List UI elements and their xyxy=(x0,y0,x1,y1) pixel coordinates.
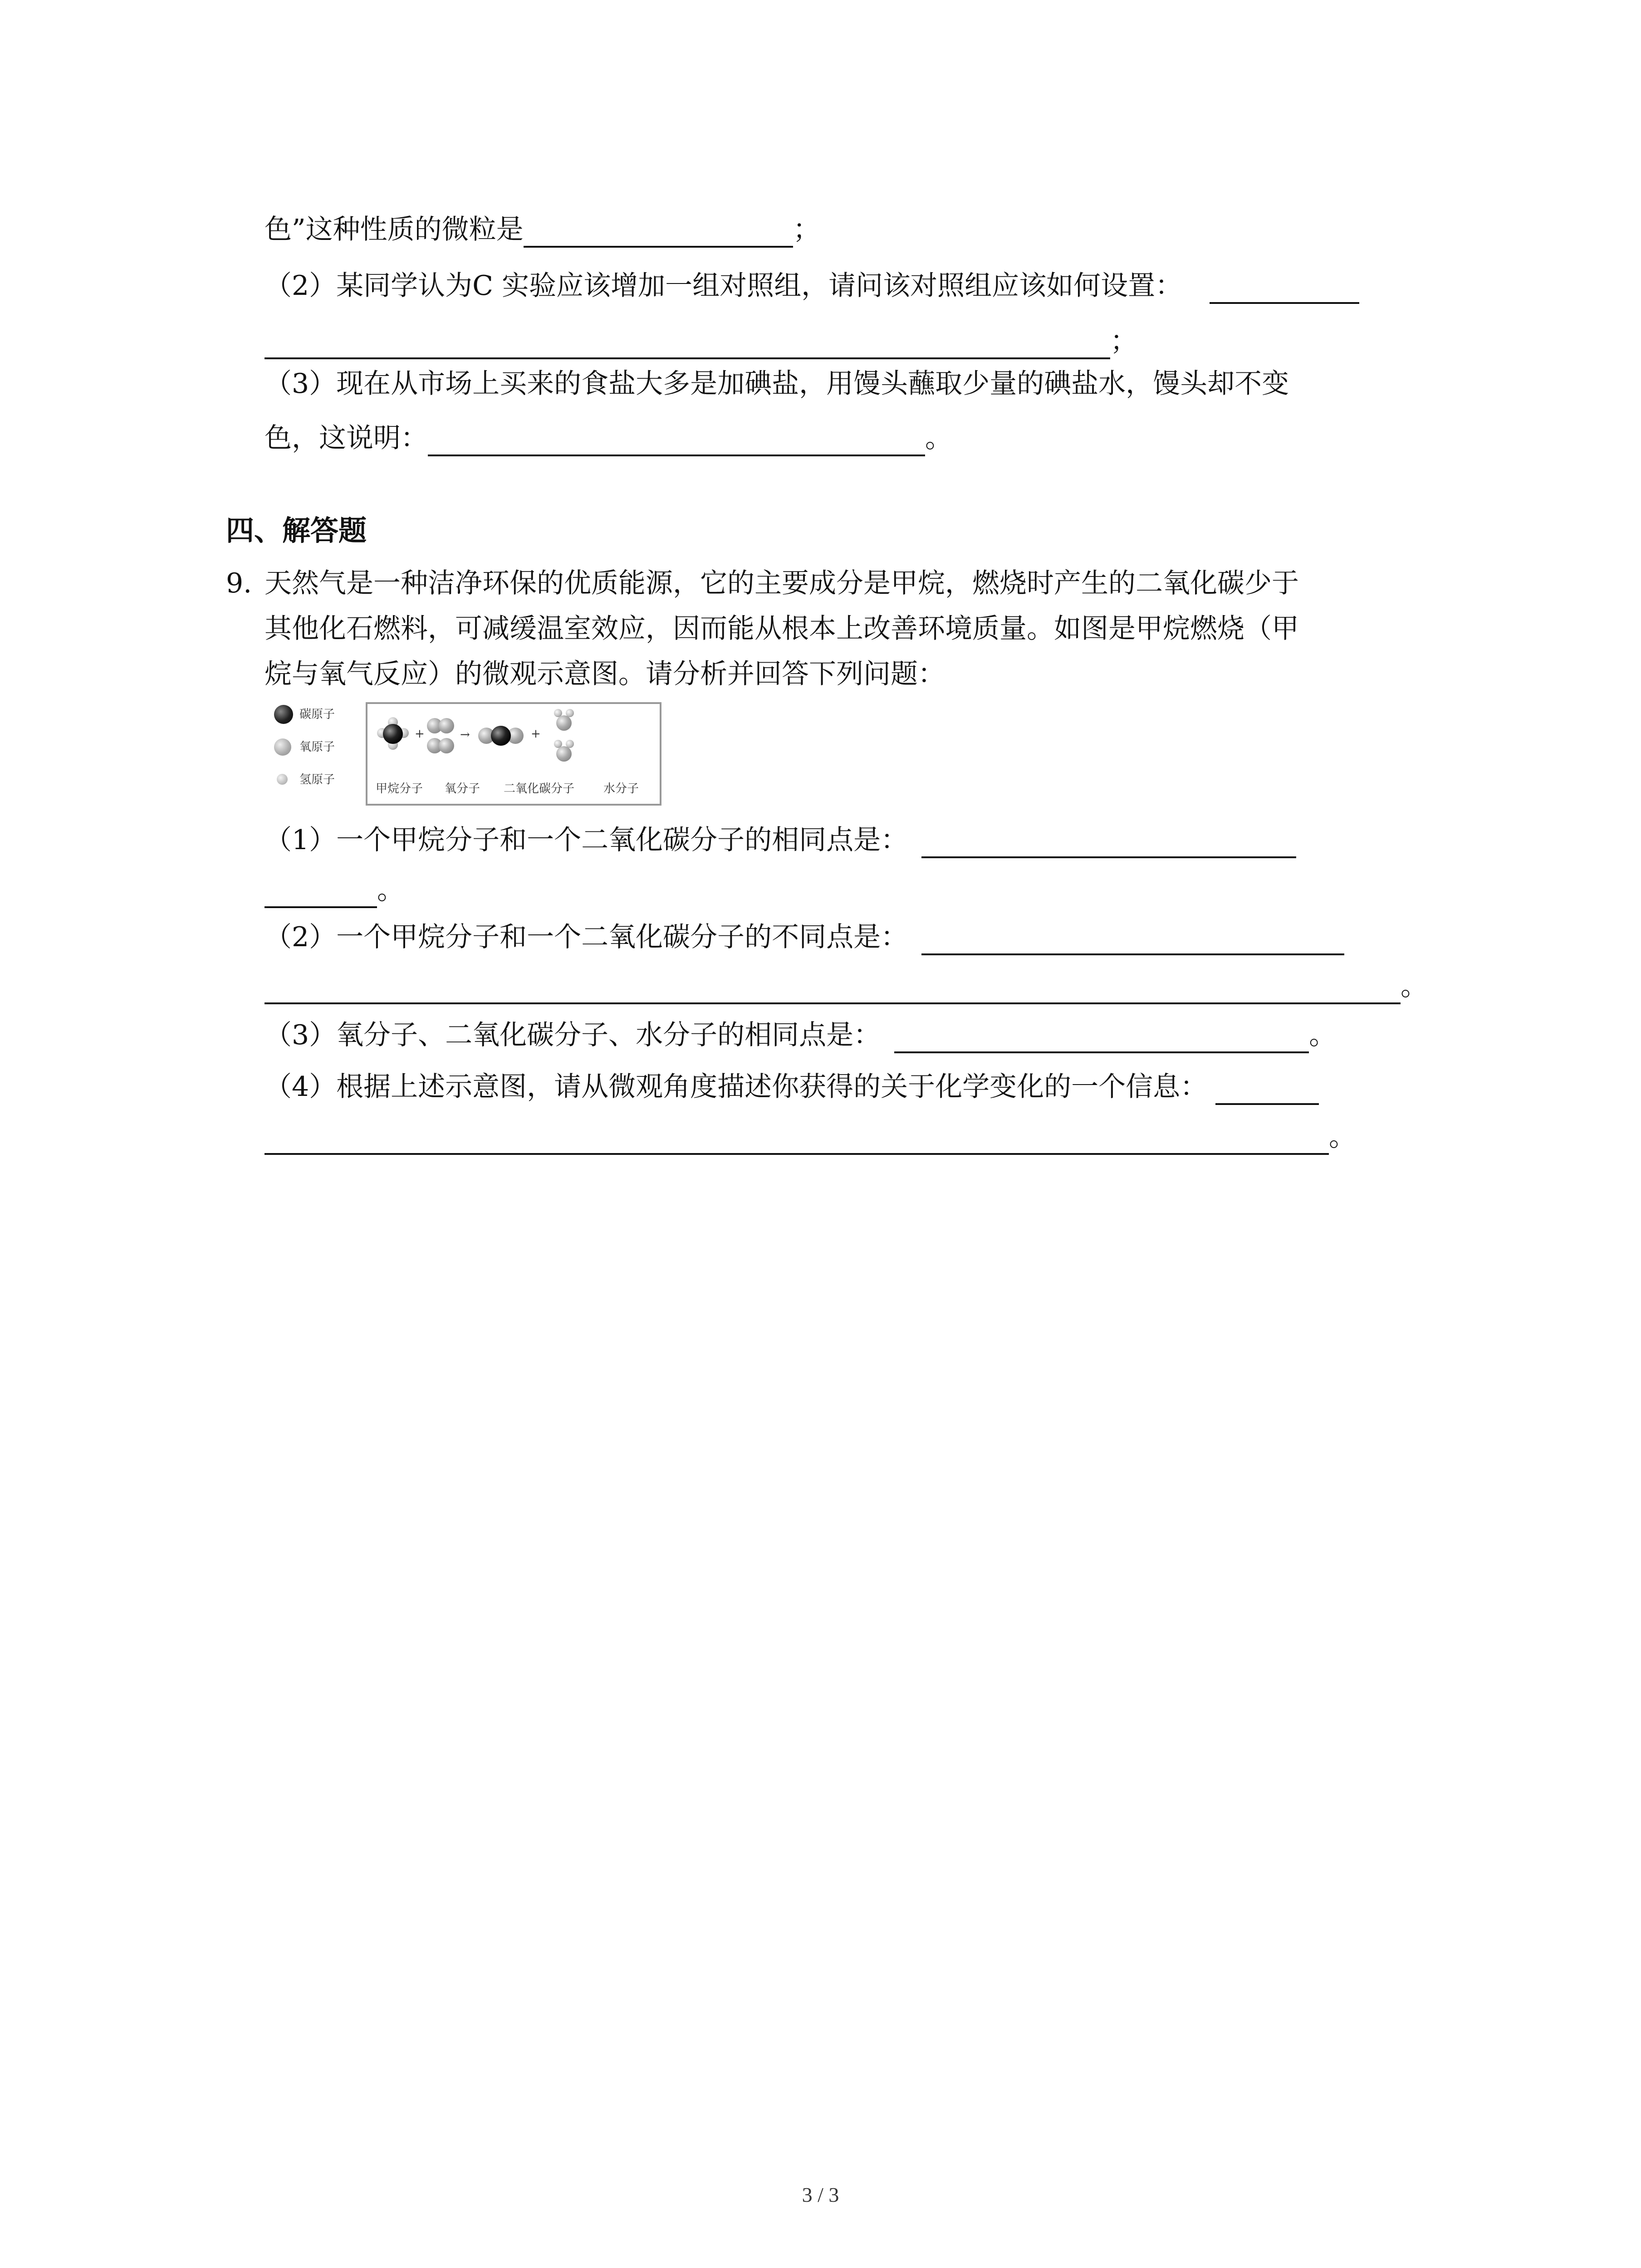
q9-sub3: （3）氧分子、二氧化碳分子、水分子的相同点是： 。 xyxy=(265,1017,1336,1053)
oxygen-atom-icon xyxy=(274,738,291,756)
carbon-atom-icon xyxy=(274,705,293,724)
q9-line2: 其他化石燃料，可减缓温室效应，因而能从根本上改善环境质量。如图是甲烷燃烧（甲 xyxy=(265,613,1299,645)
water-molecule-icon xyxy=(554,709,574,762)
legend-hydrogen: 氢原子 xyxy=(271,767,358,795)
answer-blank[interactable] xyxy=(921,827,1296,858)
page-number: 3 / 3 xyxy=(802,2183,839,2206)
q8-line1: 色”这种性质的微粒是 ； xyxy=(265,211,820,248)
answer-blank[interactable] xyxy=(265,1124,1329,1155)
arrow-icon: → xyxy=(460,728,470,742)
q8-part3-line2: 色，这说明： 。 xyxy=(265,420,952,456)
carbon-dioxide-molecule-icon xyxy=(478,726,524,746)
q9-sub2-cont: 。 xyxy=(265,968,1428,1004)
hydrogen-atom-icon xyxy=(277,774,288,785)
oxygen-molecule-icon xyxy=(427,718,454,753)
caption-oxygen: 氧分子 xyxy=(445,782,480,796)
answer-blank[interactable] xyxy=(428,425,925,456)
q9-line1: 天然气是一种洁净环保的优质能源，它的主要成分是甲烷，燃烧时产生的二氧化碳少于 xyxy=(265,567,1299,599)
q8-part2-cont: ； xyxy=(265,323,1137,359)
answer-blank[interactable] xyxy=(265,973,1401,1004)
answer-blank[interactable] xyxy=(921,924,1344,955)
atom-legend xyxy=(271,702,358,807)
q9-sub2: （2）一个甲烷分子和一个二氧化碳分子的不同点是： xyxy=(265,919,1344,955)
q9-number: 9. xyxy=(226,567,252,599)
reaction-diagram xyxy=(366,702,661,806)
q9-sub4: （4）根据上述示意图，请从微观角度描述你获得的关于化学变化的一个信息： xyxy=(265,1069,1319,1105)
q9-sub4-cont: 。 xyxy=(265,1119,1356,1155)
caption-carbon-dioxide: 二氧化碳分子 xyxy=(504,782,575,796)
plus-sign-2: + xyxy=(531,727,541,741)
caption-methane: 甲烷分子 xyxy=(376,782,423,796)
answer-blank[interactable] xyxy=(265,877,377,908)
plus-sign-1: + xyxy=(415,727,425,741)
answer-blank[interactable] xyxy=(524,217,793,248)
q9-sub1: （1）一个甲烷分子和一个二氧化碳分子的相同点是： xyxy=(265,822,1296,858)
q9-sub1-cont: 。 xyxy=(265,872,404,908)
q9-line3: 烷与氧气反应）的微观示意图。请分析并回答下列问题： xyxy=(265,658,945,690)
answer-blank[interactable] xyxy=(1210,273,1359,304)
answer-blank[interactable] xyxy=(265,328,1110,359)
section-title: 四、解答题 xyxy=(226,514,367,547)
caption-water: 水分子 xyxy=(603,782,639,796)
q8-part2: （2）某同学认为C 实验应该增加一组对照组，请问该对照组应该如何设置： xyxy=(265,268,1359,304)
answer-blank[interactable] xyxy=(894,1022,1309,1053)
answer-blank[interactable] xyxy=(1215,1074,1319,1105)
q8-part3-line1: （3）现在从市场上买来的食盐大多是加碘盐，用馒头蘸取少量的碘盐水，馒头却不变 xyxy=(265,368,1289,400)
methane-molecule-icon xyxy=(377,717,409,750)
legend-oxygen: 氧原子 xyxy=(271,735,358,762)
legend-carbon: 碳原子 xyxy=(271,702,358,729)
